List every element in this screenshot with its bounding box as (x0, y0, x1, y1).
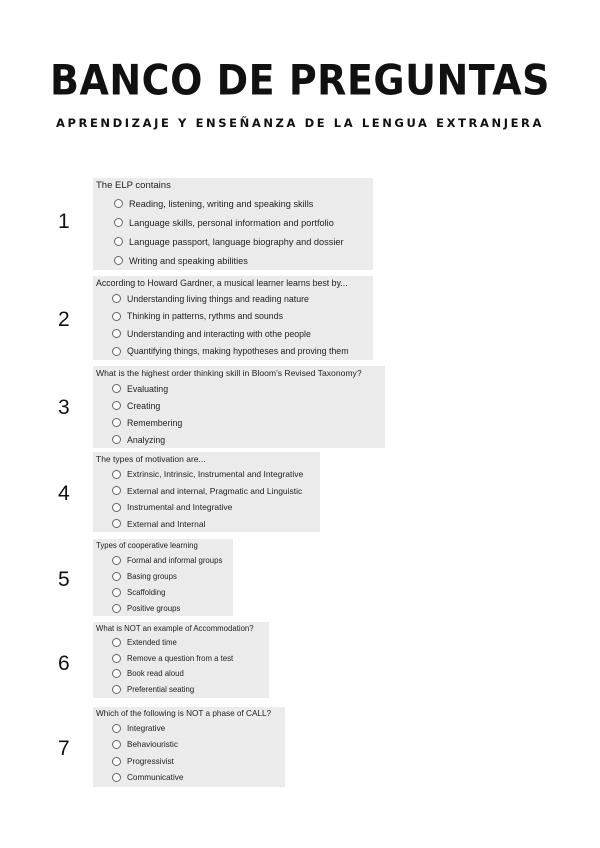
option-label: Quantifying things, making hypotheses and proving them (127, 346, 349, 357)
option-label: Communicative (127, 773, 184, 783)
answer-option[interactable] (112, 682, 266, 698)
answer-option[interactable] (112, 516, 317, 533)
option-label: Language skills, personal information and portfolio (129, 217, 334, 228)
option-label: Extended time (127, 638, 177, 648)
page-subtitle: APRENDIZAJE Y ENSEÑANZA DE LA LENGUA EXTRANJERA (55, 116, 544, 130)
radio-button[interactable] (112, 503, 121, 512)
answer-option[interactable] (112, 635, 266, 651)
option-label: Analyzing (127, 434, 166, 445)
answer-option[interactable] (112, 753, 282, 770)
answer-option[interactable] (112, 666, 266, 682)
question-number: 7 (58, 737, 70, 760)
radio-button[interactable] (112, 654, 121, 663)
option-label: Scaffolding (127, 587, 166, 597)
question-card (93, 622, 269, 698)
question-card (93, 707, 285, 787)
option-label: Basing groups (127, 571, 177, 581)
option-label: Evaluating (127, 383, 169, 394)
question-text: The ELP contains (96, 180, 171, 191)
option-label: Extrinsic, Intrinsic, Instrumental and Integrative (127, 469, 304, 480)
option-label: Creating (127, 400, 161, 411)
radio-button[interactable] (112, 401, 121, 410)
option-label: Remembering (127, 417, 183, 428)
answer-option[interactable] (112, 343, 370, 361)
option-label: Writing and speaking abilities (129, 255, 248, 266)
option-label: Progressivist (127, 756, 174, 766)
question-number: 3 (58, 396, 70, 419)
radio-button[interactable] (112, 347, 121, 356)
option-label: Positive groups (127, 603, 181, 613)
question-card (93, 366, 385, 448)
radio-button[interactable] (112, 470, 121, 479)
option-label: Instrumental and Integrative (127, 502, 233, 513)
option-label: Preferential seating (127, 684, 195, 694)
option-label: Behaviouristic (127, 740, 178, 750)
radio-button[interactable] (112, 669, 121, 678)
answer-option[interactable] (112, 499, 317, 516)
radio-button[interactable] (112, 604, 121, 613)
question-text: Which of the following is NOT a phase of CALL? (96, 709, 272, 718)
radio-button[interactable] (112, 312, 121, 321)
question-number: 2 (58, 308, 70, 331)
radio-button[interactable] (114, 218, 123, 227)
radio-button[interactable] (112, 588, 121, 597)
radio-button[interactable] (112, 384, 121, 393)
radio-button[interactable] (112, 638, 121, 647)
radio-button[interactable] (112, 486, 121, 495)
option-label: External and Internal (127, 518, 206, 529)
answer-option[interactable] (112, 466, 317, 483)
question-card (93, 276, 373, 360)
question-card (93, 452, 320, 532)
radio-button[interactable] (112, 572, 121, 581)
answer-option[interactable] (112, 290, 370, 308)
option-label: Understanding living things and reading nature (127, 293, 309, 304)
radio-button[interactable] (112, 773, 121, 782)
option-label: Formal and informal groups (127, 555, 223, 565)
option-label: Thinking in patterns, rythms and sounds (127, 311, 283, 322)
radio-button[interactable] (112, 556, 121, 565)
option-label: Remove a question from a test (127, 653, 234, 663)
radio-button[interactable] (112, 685, 121, 694)
option-label: Understanding and interacting with othe people (127, 328, 311, 339)
option-label: Integrative (127, 723, 166, 733)
radio-button[interactable] (112, 329, 121, 338)
radio-button[interactable] (112, 724, 121, 733)
radio-button[interactable] (112, 740, 121, 749)
option-label: Book read aloud (127, 669, 184, 679)
answer-option[interactable] (112, 770, 282, 787)
answer-option[interactable] (112, 325, 370, 343)
answer-option[interactable] (112, 397, 382, 414)
answer-option[interactable] (112, 584, 230, 600)
page-title: BANCO DE PREGUNTAS (50, 55, 550, 105)
answer-option[interactable] (112, 651, 266, 667)
answer-option[interactable] (112, 308, 370, 326)
answer-option[interactable] (112, 483, 317, 500)
question-text: What is NOT an example of Accommodation? (96, 624, 254, 633)
radio-button[interactable] (112, 519, 121, 528)
answer-option[interactable] (112, 552, 230, 568)
question-number: 4 (58, 482, 70, 505)
radio-button[interactable] (114, 237, 123, 246)
radio-button[interactable] (114, 199, 123, 208)
question-text: What is the highest order thinking skill in Bloom's Revised Taxonomy? (96, 368, 362, 378)
option-label: External and internal, Pragmatic and Linguistic (127, 485, 303, 496)
answer-option[interactable] (112, 380, 382, 397)
radio-button[interactable] (114, 256, 123, 265)
answer-option[interactable] (112, 414, 382, 431)
option-label: Language passport, language biography and dossier (129, 236, 344, 247)
radio-button[interactable] (112, 435, 121, 444)
radio-button[interactable] (112, 757, 121, 766)
answer-option[interactable] (114, 194, 370, 213)
answer-option[interactable] (112, 720, 282, 737)
radio-button[interactable] (112, 418, 121, 427)
question-number: 6 (58, 652, 70, 675)
question-card (93, 178, 373, 270)
option-label: Reading, listening, writing and speaking skills (129, 198, 314, 209)
question-text: The types of motivation are... (96, 454, 206, 464)
answer-option[interactable] (112, 568, 230, 584)
answer-option[interactable] (112, 737, 282, 754)
question-number: 5 (58, 568, 70, 591)
answer-option[interactable] (114, 251, 370, 270)
radio-button[interactable] (112, 294, 121, 303)
answer-option[interactable] (114, 213, 370, 232)
answer-option[interactable] (112, 431, 382, 448)
answer-option[interactable] (112, 600, 230, 616)
answer-option[interactable] (114, 232, 370, 251)
question-number: 1 (58, 210, 70, 233)
question-text: According to Howard Gardner, a musical learner learns best by... (96, 278, 348, 288)
question-card (93, 539, 233, 616)
question-text: Types of cooperative learning (96, 541, 198, 550)
